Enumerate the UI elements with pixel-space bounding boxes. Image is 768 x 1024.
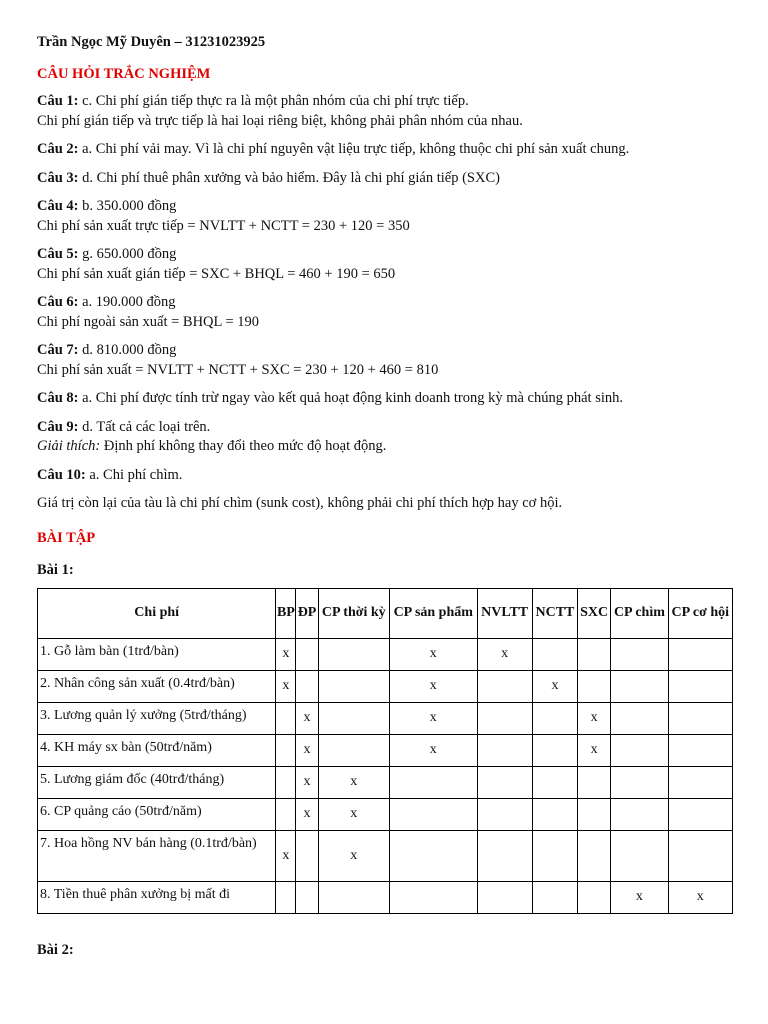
classification-mark [318, 702, 389, 734]
classification-mark [532, 881, 577, 913]
column-header: CP sản phẩm [390, 588, 478, 638]
classification-mark: x [532, 670, 577, 702]
classification-mark [532, 766, 577, 798]
question-explanation: Chi phí ngoài sản xuất = BHQL = 190 [37, 313, 260, 330]
cost-item-name: 6. CP quảng cáo (50trđ/năm) [38, 798, 276, 830]
classification-mark: x [578, 734, 611, 766]
question-label: Câu 5: [37, 246, 79, 262]
classification-mark [477, 670, 532, 702]
classification-mark [477, 702, 532, 734]
classification-mark [611, 798, 668, 830]
classification-mark [296, 638, 318, 670]
question-label: Câu 8: [37, 390, 79, 406]
column-header: ĐP [296, 588, 318, 638]
classification-mark [390, 830, 478, 881]
table-row [38, 881, 733, 913]
column-header: SXC [578, 588, 611, 638]
classification-mark [668, 766, 732, 798]
question-answer: d. Chi phí thuê phân xưởng và bảo hiểm. Đây là chi phí gián tiếp (SXC) [78, 169, 500, 186]
classification-mark [578, 798, 611, 830]
table-row [38, 830, 733, 881]
cost-item-name: 5. Lương giám đốc (40trđ/tháng) [38, 766, 276, 798]
column-header: NCTT [532, 588, 577, 638]
classification-mark [578, 670, 611, 702]
classification-mark [611, 734, 668, 766]
classification-mark [611, 638, 668, 670]
question-9 [37, 418, 737, 457]
classification-mark: x [296, 734, 318, 766]
classification-mark [668, 638, 732, 670]
question-4 [37, 197, 737, 236]
classification-mark: x [578, 702, 611, 734]
classification-mark [477, 830, 532, 881]
cost-item-name: 8. Tiền thuê phân xưởng bị mất đi [38, 881, 276, 913]
question-answer: a. Chi phí vải may. Vì là chi phí nguyên vật liệu trực tiếp, không thuộc chi phí sản xuất chung. [78, 141, 630, 157]
question-answer: a. 190.000 đồng [78, 294, 176, 310]
question-answer: b. 350.000 đồng [78, 198, 177, 214]
classification-mark [296, 881, 318, 913]
q10-explanation: Giá trị còn lại của tàu là chi phí chìm (sunk cost), không phải chi phí thích hợp hay cơ hội. [37, 495, 563, 511]
classification-mark [276, 798, 296, 830]
question-answer: d. 810.000 đồng [78, 342, 177, 358]
question-10 [37, 466, 737, 486]
classification-mark: x [390, 702, 478, 734]
cost-item-name: 3. Lương quản lý xưởng (5trđ/tháng) [38, 702, 276, 734]
question-label: Câu 6: [37, 294, 79, 310]
question-answer: d. Tất cả các loại trên. [78, 418, 211, 435]
cost-item-name: 2. Nhân công sản xuất (0.4trđ/bàn) [38, 670, 276, 702]
classification-mark [578, 830, 611, 881]
classification-mark [668, 734, 732, 766]
classification-mark: x [296, 798, 318, 830]
question-2 [37, 140, 737, 160]
table-row [38, 638, 733, 670]
table-row [38, 766, 733, 798]
classification-mark: x [390, 638, 478, 670]
exercise-1-label: Bài 1: [37, 561, 74, 578]
classification-mark [668, 830, 732, 881]
classification-mark [318, 638, 389, 670]
question-6 [37, 293, 737, 332]
question-explanation: Định phí không thay đổi theo mức độ hoạt động. [100, 438, 387, 454]
question-answer: c. Chi phí gián tiếp thực ra là một phân nhóm của chi phí trực tiếp. [78, 93, 469, 109]
classification-mark [532, 638, 577, 670]
document-page [37, 32, 737, 914]
table-row [38, 798, 733, 830]
column-header: CP chìm [611, 588, 668, 638]
classification-mark [477, 881, 532, 913]
cost-classification-table [37, 588, 733, 914]
table-header-row [38, 588, 733, 638]
classification-mark [276, 702, 296, 734]
classification-mark [668, 702, 732, 734]
classification-mark [296, 670, 318, 702]
classification-mark [532, 734, 577, 766]
question-label: Câu 9: [37, 418, 79, 435]
classification-mark [611, 670, 668, 702]
question-3 [37, 169, 737, 189]
classification-mark [611, 702, 668, 734]
classification-mark: x [390, 670, 478, 702]
classification-mark [477, 734, 532, 766]
question-explanation: Chi phí sản xuất = NVLTT + NCTT + SXC = 230 + 120 + 460 = 810 [37, 361, 439, 378]
question-label: Câu 4: [37, 198, 79, 214]
cost-item-name: 1. Gỗ làm bàn (1trđ/bàn) [38, 638, 276, 670]
exercise-2-label: Bài 2: [37, 942, 74, 958]
classification-mark [578, 766, 611, 798]
classification-mark [477, 798, 532, 830]
classification-mark [318, 881, 389, 913]
classification-mark: x [611, 881, 668, 913]
classification-mark [532, 702, 577, 734]
classification-mark [611, 830, 668, 881]
column-header: CP thời kỳ [318, 588, 389, 638]
question-explanation: Chi phí gián tiếp và trực tiếp là hai loại riêng biệt, không phải phân nhóm của nhau. [37, 112, 523, 129]
classification-mark [390, 798, 478, 830]
question-label: Câu 3: [37, 169, 79, 186]
classification-mark [578, 881, 611, 913]
table-row [38, 702, 733, 734]
cost-item-name: 4. KH máy sx bàn (50trđ/năm) [38, 734, 276, 766]
column-header: CP cơ hội [668, 588, 732, 638]
classification-mark: x [477, 638, 532, 670]
question-label: Câu 1: [37, 93, 79, 109]
classification-mark [318, 734, 389, 766]
column-header: NVLTT [477, 588, 532, 638]
question-answer: a. Chi phí được tính trừ ngay vào kết quả hoạt động kinh doanh trong kỳ mà chúng phát sinh. [78, 390, 623, 406]
classification-mark [318, 670, 389, 702]
table-row [38, 734, 733, 766]
classification-mark [276, 766, 296, 798]
question-label: Câu 7: [37, 342, 79, 358]
classification-mark: x [318, 766, 389, 798]
classification-mark: x [668, 881, 732, 913]
classification-mark [578, 638, 611, 670]
question-label: Câu 2: [37, 141, 79, 157]
table-row [38, 670, 733, 702]
cost-item-name: 7. Hoa hồng NV bán hàng (0.1trđ/bàn) [38, 830, 276, 881]
classification-mark [390, 766, 478, 798]
classification-mark: x [318, 798, 389, 830]
classification-mark [532, 798, 577, 830]
question-explanation: Chi phí sản xuất gián tiếp = SXC + BHQL = 460 + 190 = 650 [37, 265, 396, 282]
classification-mark [390, 881, 478, 913]
classification-mark: x [276, 670, 296, 702]
classification-mark [296, 830, 318, 881]
table-body [38, 638, 733, 913]
classification-mark: x [296, 702, 318, 734]
classification-mark: x [296, 766, 318, 798]
classification-mark [276, 881, 296, 913]
question-5 [37, 245, 737, 284]
question-7 [37, 341, 737, 380]
classification-mark [276, 734, 296, 766]
classification-mark [668, 798, 732, 830]
explanation-label: Giải thích: [37, 438, 101, 454]
classification-mark: x [276, 830, 296, 881]
column-header: BP [276, 588, 296, 638]
question-label: Câu 10: [37, 466, 86, 483]
question-answer: g. 650.000 đồng [78, 246, 177, 262]
classification-mark: x [276, 638, 296, 670]
classification-mark: x [318, 830, 389, 881]
classification-mark [611, 766, 668, 798]
author-line: Trần Ngọc Mỹ Duyên – 31231023925 [37, 34, 266, 50]
section-title-exercises: BÀI TẬP [37, 529, 96, 546]
classification-mark [532, 830, 577, 881]
column-header: Chi phí [38, 588, 276, 638]
question-explanation: Chi phí sản xuất trực tiếp = NVLTT + NCTT = 230 + 120 = 350 [37, 217, 410, 234]
question-1 [37, 92, 737, 131]
classification-mark [668, 670, 732, 702]
classification-mark [477, 766, 532, 798]
classification-mark: x [390, 734, 478, 766]
question-8 [37, 389, 737, 409]
question-list [37, 92, 737, 485]
section-title-multiple-choice: CÂU HỎI TRẮC NGHIỆM [37, 66, 211, 82]
question-answer: a. Chi phí chìm. [85, 466, 183, 483]
